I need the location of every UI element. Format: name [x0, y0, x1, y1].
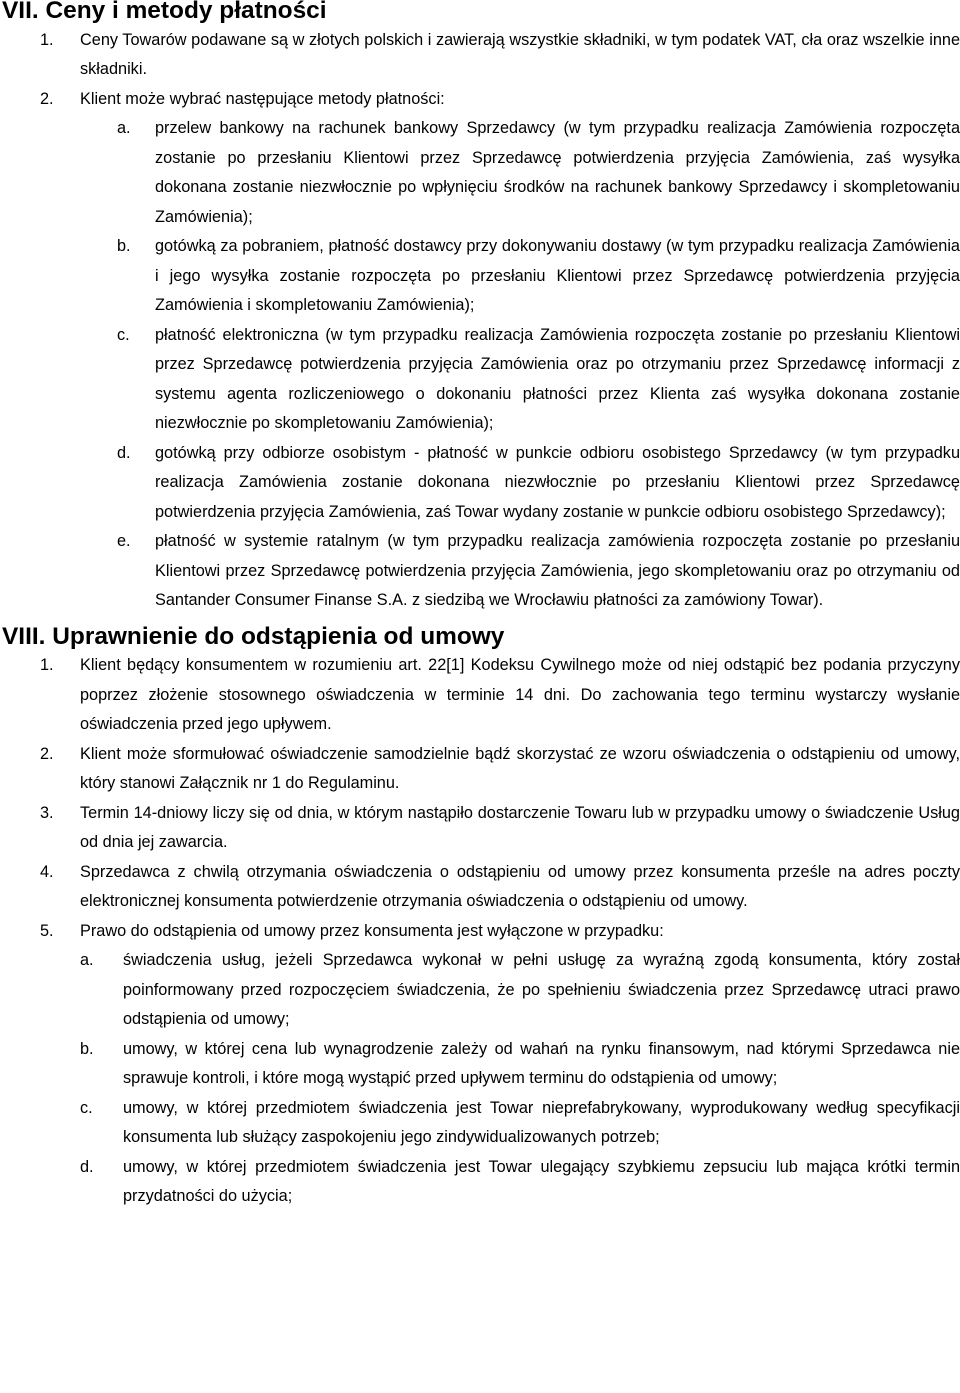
sub-list-item	[0, 1153, 960, 1212]
sub-list-item	[0, 439, 960, 528]
sub-list-item	[0, 1035, 960, 1094]
item-number: 5.	[40, 921, 54, 940]
list-item	[0, 740, 960, 799]
list-item	[0, 26, 960, 85]
item-letter: d.	[117, 443, 131, 462]
item-text: Termin 14-dniowy liczy się od dnia, w którym nastąpiło dostarczenie Towaru lub w przypadku umowy o świadczenie Usług od dnia jej zawarcia.	[80, 803, 960, 851]
sub-list-item	[0, 232, 960, 321]
item-letter: b.	[80, 1039, 94, 1058]
list-item	[0, 651, 960, 740]
section-heading: VIII. Uprawnienie do odstąpienia od umowy	[2, 622, 505, 650]
item-text: Sprzedawca z chwilą otrzymania oświadczenia o odstąpieniu od umowy przez konsumenta prześle na adres poczty elektronicznej konsumenta potwierdzenie otrzymania oświadczenia o odstąpieniu od umowy.	[80, 862, 960, 910]
item-text: świadczenia usług, jeżeli Sprzedawca wykonał w pełni usługę za wyraźną zgodą konsumenta, który został poinformowany przed rozpoczęciem świadczenia, że po spełnieniu świadczenia przez Sprzedawcę utraci prawo odstąpienia od umowy;	[123, 951, 960, 1028]
item-text: płatność elektroniczna (w tym przypadku realizacja Zamówienia rozpoczęta zostanie po przesłaniu Klientowi przez Sprzedawcę potwierdzenia przyjęcia Zamówienia oraz po otrzymaniu przez Sprzedawcę informacji z systemu agenta rozliczeniowego o dokonaniu płatności przez Klienta zaś wysyłka dokonana zostanie niezwłocznie po skompletowaniu Zamówienia);	[155, 325, 960, 432]
item-letter: b.	[117, 237, 131, 255]
list-item	[0, 917, 960, 947]
item-letter: d.	[80, 1157, 94, 1176]
item-number: 1.	[40, 30, 54, 49]
sub-list-item	[0, 321, 960, 439]
section-heading: VII. Ceny i metody płatności	[2, 0, 327, 24]
sub-list-item	[0, 527, 960, 616]
numbered-list	[0, 26, 960, 616]
item-number: 2.	[40, 744, 54, 763]
list-item	[0, 858, 960, 917]
section-prices-payment	[0, 0, 960, 616]
numbered-list	[0, 651, 960, 1212]
item-text: przelew bankowy na rachunek bankowy Sprzedawcy (w tym przypadku realizacja Zamówienia rozpoczęta zostanie po przesłaniu Klientowi przez Sprzedawcę potwierdzenia przyjęcia Zamówienia, zaś wysyłka dokonana zostanie niezwłocznie po wpłynięciu środków na rachunek bankowy Sprzedawcy i skompletowaniu Zamówienia);	[155, 119, 960, 226]
item-number: 4.	[40, 862, 54, 881]
item-text: umowy, w której przedmiotem świadczenia jest Towar ulegający szybkiemu zepsuciu lub mająca krótki termin przydatności do użycia;	[123, 1157, 960, 1205]
item-number: 2.	[40, 89, 54, 108]
item-text: Klient będący konsumentem w rozumieniu art. 22[1] Kodeksu Cywilnego może od niej odstąpić bez podania przyczyny poprzez złożenie stosownego oświadczenia w terminie 14 dni. Do zachowania tego terminu wystarczy wysłanie oświadczenia przed jego upływem.	[80, 656, 960, 733]
item-text: Klient może sformułować oświadczenie samodzielnie bądź skorzystać ze wzoru oświadczenia o odstąpieniu od umowy, który stanowi Załącznik nr 1 do Regulaminu.	[80, 744, 960, 792]
item-number: 1.	[40, 656, 54, 674]
item-text: umowy, w której cena lub wynagrodzenie zależy od wahań na rynku finansowym, nad którymi Sprzedawca nie sprawuje kontroli, i które mogą wystąpić przed upływem terminu do odstąpienia od umowy;	[123, 1039, 960, 1087]
sub-list-item	[0, 946, 960, 1035]
item-letter: c.	[117, 325, 130, 344]
item-number: 3.	[40, 803, 54, 822]
item-text: gotówką za pobraniem, płatność dostawcy przy dokonywaniu dostawy (w tym przypadku realizacja Zamówienia i jego wysyłka zostanie rozpoczęta po przesłaniu Klientowi przez Sprzedawcę potwierdzenia przyjęcia Zamówienia i skompletowaniu Zamówienia);	[155, 237, 960, 314]
item-text: Prawo do odstąpienia od umowy przez konsumenta jest wyłączone w przypadku:	[80, 921, 664, 940]
item-letter: a.	[80, 951, 94, 969]
list-item	[0, 85, 960, 115]
item-letter: e.	[117, 532, 131, 550]
sub-list-item	[0, 1094, 960, 1153]
item-letter: c.	[80, 1098, 93, 1117]
item-text: płatność w systemie ratalnym (w tym przypadku realizacja zamówienia rozpoczęta zostanie po przesłaniu Klientowi przez Sprzedawcę potwierdzenia przyjęcia Zamówienia, jego skompletowaniu oraz po otrzymaniu od Santander Consumer Finanse S.A. z siedzibą we Wrocławiu płatności za zamówiony Towar).	[155, 532, 960, 609]
item-text: Klient może wybrać następujące metody płatności:	[80, 89, 445, 108]
sub-list-item	[0, 114, 960, 232]
item-letter: a.	[117, 119, 131, 137]
section-withdrawal-right	[0, 622, 960, 1212]
list-item	[0, 799, 960, 858]
item-text: umowy, w której przedmiotem świadczenia jest Towar nieprefabrykowany, wyprodukowany według specyfikacji konsumenta lub służący zaspokojeniu jego zindywidualizowanych potrzeb;	[123, 1098, 960, 1146]
item-text: Ceny Towarów podawane są w złotych polskich i zawierają wszystkie składniki, w tym podatek VAT, cła oraz wszelkie inne składniki.	[80, 30, 960, 78]
item-text: gotówką przy odbiorze osobistym - płatność w punkcie odbioru osobistego Sprzedawcy (w tym przypadku realizacja Zamówienia zostanie dokonana niezwłocznie po przesłaniu Klientowi przez Sprzedawcę potwierdzenia przyjęcia Zamówienia, zaś Towar wydany zostanie w punkcie odbioru osobistego Sprzedawcy);	[155, 443, 960, 521]
